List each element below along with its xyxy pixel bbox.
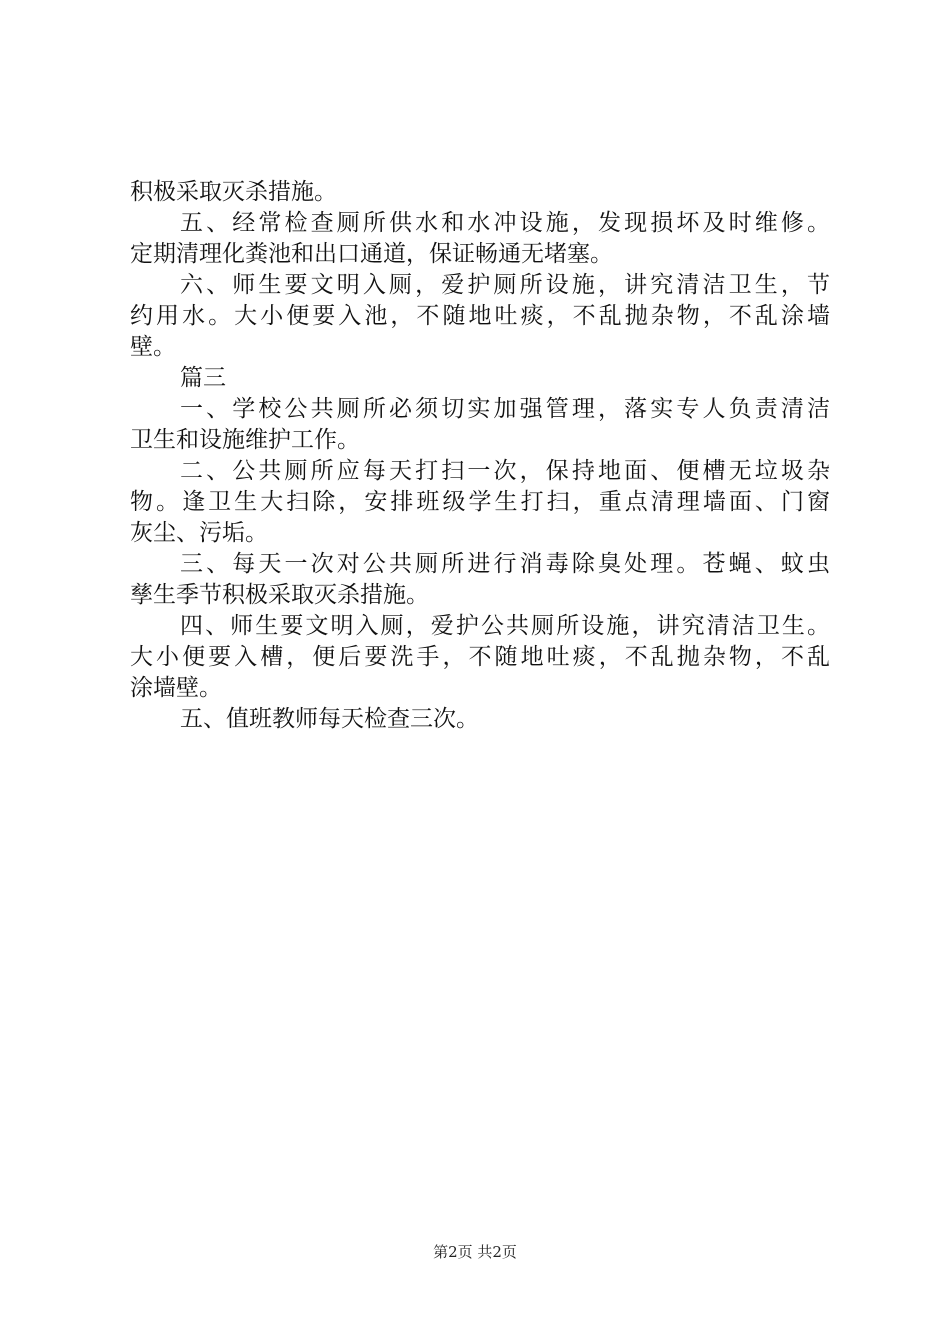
section-heading: 篇三 bbox=[180, 365, 226, 391]
text-line: 积极采取灭杀措施。 bbox=[130, 179, 337, 205]
text-line: 灰尘、污垢。 bbox=[130, 520, 268, 546]
text-line: 六、师生要文明入厕，爱护厕所设施，讲究清洁卫生，节 bbox=[180, 272, 830, 298]
text-line: 孳生季节积极采取灭杀措施。 bbox=[130, 582, 429, 608]
text-line: 物。逢卫生大扫除，安排班级学生打扫，重点清理墙面、门窗 bbox=[130, 489, 830, 515]
text-line: 壁。 bbox=[130, 334, 176, 360]
text-line: 涂墙壁。 bbox=[130, 675, 222, 701]
text-line: 约用水。大小便要入池，不随地吐痰，不乱抛杂物，不乱涂墙 bbox=[130, 303, 830, 329]
text-line: 五、值班教师每天检查三次。 bbox=[180, 706, 479, 732]
page-number-footer: 第2页 共2页 bbox=[433, 1243, 517, 1261]
text-line: 四、师生要文明入厕，爱护公共厕所设施，讲究清洁卫生。 bbox=[180, 613, 830, 639]
text-line: 二、公共厕所应每天打扫一次，保持地面、便槽无垃圾杂 bbox=[180, 458, 830, 484]
text-line: 定期清理化粪池和出口通道，保证畅通无堵塞。 bbox=[130, 241, 613, 267]
text-line: 三、每天一次对公共厕所进行消毒除臭处理。苍蝇、蚊虫 bbox=[180, 551, 830, 577]
text-line: 五、经常检查厕所供水和水冲设施，发现损坏及时维修。 bbox=[180, 210, 830, 236]
text-line: 一、学校公共厕所必须切实加强管理，落实专人负责清洁 bbox=[180, 396, 830, 422]
text-line: 卫生和设施维护工作。 bbox=[130, 427, 360, 453]
text-line: 大小便要入槽，便后要洗手，不随地吐痰，不乱抛杂物，不乱 bbox=[130, 644, 830, 670]
